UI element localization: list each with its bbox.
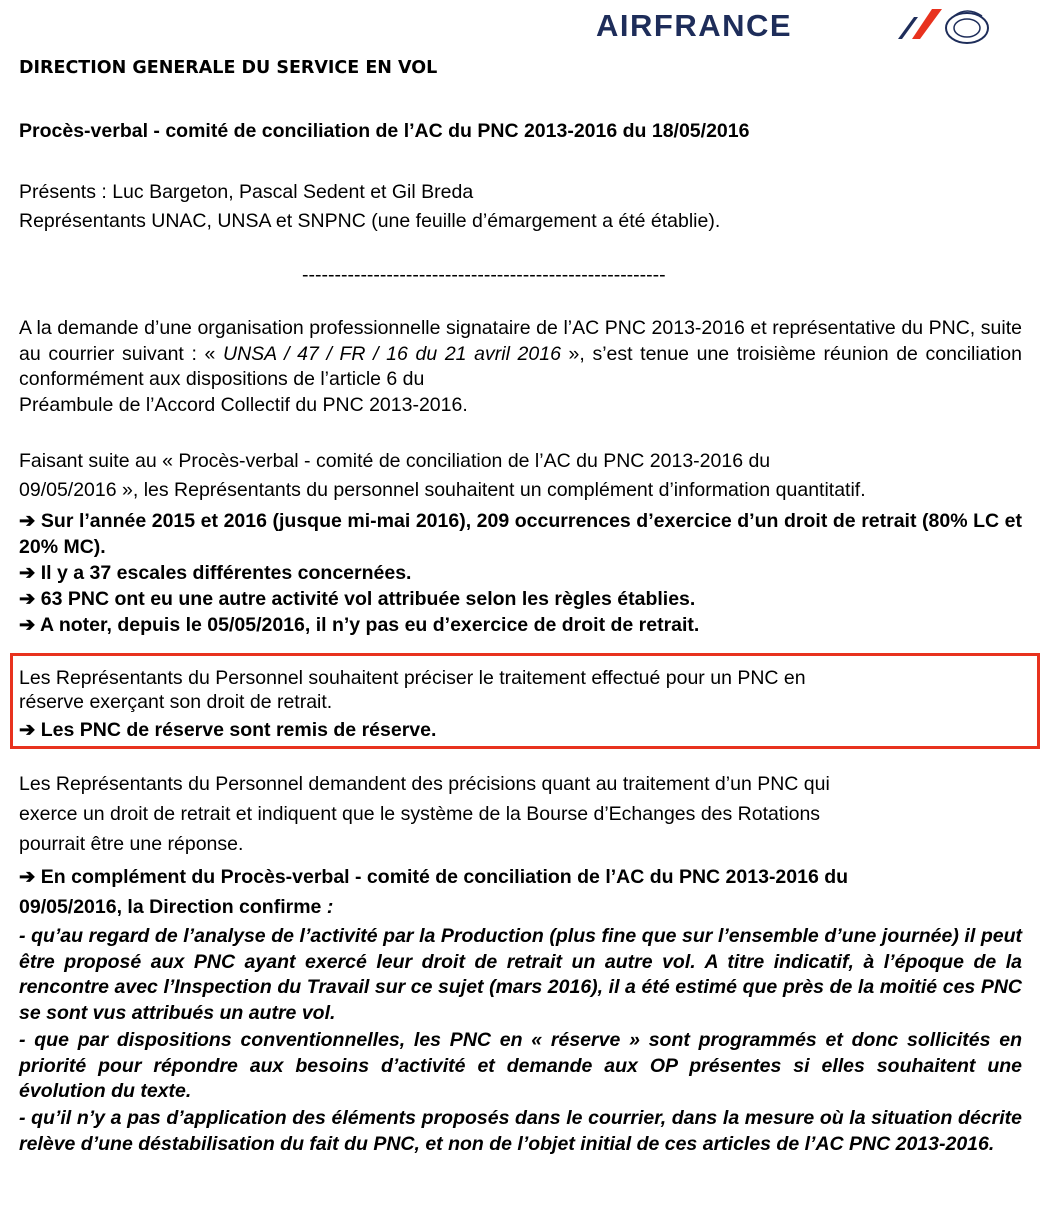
request-line: pourrait être une réponse.	[19, 833, 244, 855]
highlight-text-end: réserve exerçant son droit de retrait.	[19, 691, 333, 713]
intro-text-start: A la demande d’une organisation professionnelle signataire de l’AC PNC 2013-2016 et représentative du PNC, suite au courrier suivant : «	[19, 317, 1022, 365]
document-title: Procès-verbal - comité de conciliation de l’AC du PNC 2013-2016 du 18/05/2016	[19, 120, 750, 142]
complement-text-start: En complément du Procès-verbal - comité de conciliation de l’AC du PNC 2013-2016 du	[40, 866, 849, 888]
complement-heading	[19, 862, 1022, 922]
highlight-paragraph	[19, 666, 1022, 714]
logo-wordmark: AIRFRANCE	[596, 8, 793, 43]
followup-paragraph	[19, 447, 1022, 505]
arrow-icon: ➔	[19, 719, 36, 741]
request-line: Les Représentants du Personnel demandent des précisions quant au traitement d’un PNC qui	[19, 773, 830, 795]
bullet-item	[19, 587, 1022, 613]
logo-stripe-icon	[896, 9, 942, 39]
confirmation-item	[19, 1028, 1022, 1105]
bullet-item	[19, 561, 1022, 587]
highlight-answer	[19, 718, 1022, 744]
bullet-text: 63 PNC ont eu une autre activité vol attribuée selon les règles établies.	[40, 588, 696, 610]
confirmation-text: - qu’au regard de l’analyse de l’activité par la Production (plus fine que sur l’ensemble d’une journée) il peut être proposé aux PNC ayant exercé leur droit de retrait un autre vol. A titre indicatif, à l’époque de la rencontre avec l’Inspection du Travail sur ce sujet (mars	[19, 925, 1022, 998]
confirmation-text-last-line: articles de l’AC PNC 2013-2016.	[702, 1132, 995, 1155]
bullet-text: Il y a 37 escales différentes concernées.	[40, 562, 412, 584]
intro-text-end: », s’est tenue une troisième réunion de conciliation conformément aux dispositions de l’article 6 du	[19, 342, 1022, 390]
confirmation-text: - que par dispositions conventionnelles, les PNC en « réserve » sont programmés et donc sollicités en priorité pour répondre aux besoins d’activité et demande aux OP présentes si	[19, 1029, 1022, 1077]
separator: --------------------------------------------------------	[302, 264, 666, 286]
attendees-line: Présents : Luc Bargeton, Pascal Sedent et Gil Breda	[19, 181, 474, 203]
confirmation-item	[19, 1106, 1022, 1157]
arrow-icon: ➔	[19, 562, 36, 584]
department-header: DIRECTION GENERALE DU SERVICE EN VOL	[19, 58, 438, 78]
arrow-icon: ➔	[19, 510, 36, 532]
followup-text-start: Faisant suite au « Procès-verbal - comité de conciliation de l’AC du PNC 2013-2016 du	[19, 450, 771, 472]
arrow-icon: ➔	[19, 588, 36, 610]
airfrance-logo	[596, 6, 1000, 46]
confirmation-text: - qu’il n’y a pas d’application des éléments proposés dans le courrier, dans la mesure où la situation décrite relève d’une déstabilisation du fait du PNC, et non de l’objet initial de ces	[19, 1107, 1022, 1155]
bullet-item	[19, 509, 1022, 560]
followup-text-end: 09/05/2016 », les Représentants du personnel souhaitent un complément d’information quantitatif.	[19, 479, 866, 501]
bullet-item	[19, 613, 1022, 639]
arrow-icon: ➔	[19, 614, 36, 636]
request-line: exerce un droit de retrait et indiquent que le système de la Bourse d’Echanges des Rotations	[19, 803, 821, 825]
representatives-line: Représentants UNAC, UNSA et SNPNC (une feuille d’émargement a été établie).	[19, 210, 721, 232]
highlight-text-start: Les Représentants du Personnel souhaitent préciser le traitement effectué pour un PNC en	[19, 667, 806, 689]
intro-text-last-line: Préambule de l’Accord Collectif du PNC 2013-2016.	[19, 393, 468, 416]
skyteam-seal-icon	[942, 8, 992, 46]
bullet-text: Sur l’année 2015 et 2016 (jusque mi-mai 2016), 209 occurrences d’exercice d’un droit de retrait (80% LC et 20% MC).	[19, 510, 1022, 558]
highlight-answer-text: Les PNC de réserve sont remis de réserve.	[40, 719, 437, 741]
arrow-icon: ➔	[19, 866, 36, 888]
intro-paragraph	[19, 316, 1022, 418]
courrier-reference: UNSA / 47 / FR / 16 du 21 avril 2016	[223, 342, 561, 365]
complement-colon: :	[326, 896, 334, 918]
confirmation-text-last-line: elles souhaitent une évolution du texte.	[19, 1054, 1022, 1102]
complement-text-end: 09/05/2016, la Direction confirme	[19, 896, 327, 918]
bullet-text: A noter, depuis le 05/05/2016, il n’y pas eu d’exercice de droit de retrait.	[40, 614, 700, 636]
confirmation-item	[19, 924, 1022, 1026]
confirmation-text-last-line: 2016), il a été estimé que près de la moitié ces PNC se sont vus attribués un autre vol.	[19, 976, 1022, 1024]
